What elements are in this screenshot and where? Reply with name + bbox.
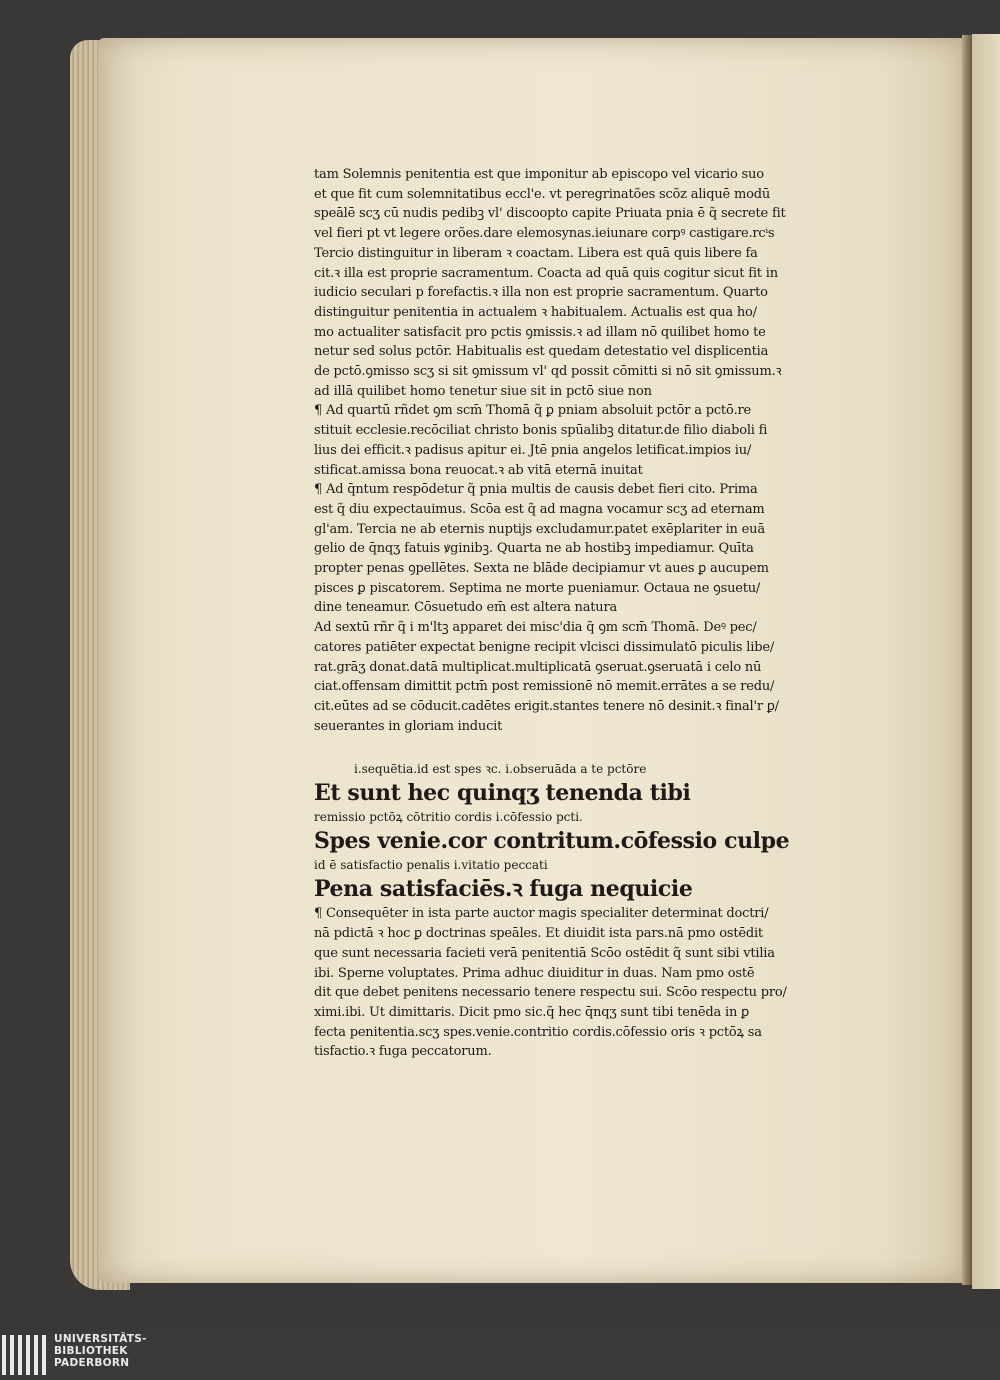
text-line: vel fieri pt vt legere orões.dare elemosynas.ieiunare corpꝰ castigare.rcⁱs: [314, 226, 775, 242]
logo-line: PADERBORN: [54, 1357, 130, 1369]
logo-line: UNIVERSITÄTS-: [54, 1333, 147, 1345]
text-line: propter penas ꝯpellētes. Sexta ne blāde decipiamur vt aues ꝑ aucupem: [314, 561, 769, 577]
text-line: tam Solemnis penitentia est que imponitur ab episcopo vel vicario suo: [314, 167, 764, 182]
text-line: fecta penitentia.scʒ spes.venie.contritio cordis.cōfessio oris ꝛ pctōꝝ sa: [314, 1024, 762, 1040]
text-line: cit.eūtes ad se cōducit.cadētes erigit.stantes tenere nō desinit.ꝛ final'r ꝑ/: [314, 698, 779, 714]
verse-line: Et sunt hec quinqʒ tenenda tibi: [314, 780, 691, 807]
verse-line: Spes venie.cor contritum.cōfessio culpe: [314, 828, 790, 855]
facing-page-edge: [972, 34, 1000, 1289]
spacer: [314, 736, 874, 760]
text-line: ¶ Ad q̄ntum respōdetur q̃ pnia multis de causis debet fieri cito. Prima: [314, 482, 758, 498]
text-line: catores patiēter expectat benigne recipit vlcisci dissimulatō piculis libe/: [314, 639, 775, 655]
text-line: ad illā quilibet homo tenetur siue sit in pctō siue non: [314, 383, 652, 399]
text-block-commentary-2: [314, 904, 874, 1062]
text-line: lius dei efficit.ꝛ padisus apitur ei. Jtē pnia angelos letificat.impios iu/: [314, 442, 752, 458]
text-line: tisfactio.ꝛ fuga peccatorum.: [314, 1044, 492, 1060]
text-line: ximi.ibi. Ut dimittaris. Dicit pmo sic.q̃ hec q̄nqʒ sunt tibi tenēda in ꝑ: [314, 1004, 750, 1020]
text-line: Ad sextū rñr q̃ i m'ltꝫ apparet dei misc'dia q̃ ꝯm scm̄ Thomā. Deꝰ pec/: [314, 620, 757, 636]
text-line: speālē scʒ cū nudis pedibꝫ vl' discoopto capite Priuata pnia ē q̃ secrete fit: [314, 206, 786, 222]
interlinear-gloss: id ē satisfactio penalis i.vitatio peccati: [314, 858, 548, 873]
page-text: [314, 165, 874, 1062]
text-line: est q̃ diu expectauimus. Scōa est q̃ ad magna vocamur scʒ ad eternam: [314, 501, 765, 517]
text-line: netur sed solus pctōr. Habitualis est quedam detestatio vel displicentia: [314, 344, 769, 360]
logo-line: BIBLIOTHEK: [54, 1345, 128, 1357]
text-block-commentary-1: [314, 165, 874, 736]
text-line: gl'am. Tercia ne ab eternis nuptijs excludamur.patet exēplariter in euā: [314, 521, 765, 537]
interlinear-gloss: remissio pctōꝝ cōtritio cordis i.cōfessio pcti.: [314, 810, 583, 825]
text-line: dine teneamur. Cōsuetudo em̄ est altera natura: [314, 600, 618, 616]
text-line: gelio de q̄nqʒ fatuis ꝟginibꝫ. Quarta ne ab hostibꝫ impediamur. Quīta: [314, 541, 754, 557]
text-line: stituit ecclesie.recōciliat christo bonis spūalibꝫ ditatur.de filio diaboli fi: [314, 423, 768, 439]
footer-bar: [0, 1330, 1000, 1380]
library-logo-icon: [2, 1333, 46, 1377]
text-line: ¶ Consequēter in ista parte auctor magis specialiter determinat doctri/: [314, 906, 769, 922]
verse-block: [314, 760, 874, 904]
text-line: et que fit cum solemnitatibus eccl'e. vt peregrinatões scõz aliquē modū: [314, 186, 770, 202]
text-line: que sunt necessaria facieti verā penitentiā Scōo ostēdit q̃ sunt sibi vtilia: [314, 945, 775, 961]
text-line: iudicio seculari p forefactis.ꝛ illa non est proprie sacramentum. Quarto: [314, 285, 768, 301]
text-line: ciat.offensam dimittit pctm̄ post remissionē nō memit.errātes a se redu/: [314, 679, 775, 695]
text-line: distinguitur penitentia in actualem ꝛ habitualem. Actualis est qua ho/: [314, 304, 757, 320]
text-line: rat.grāʒ donat.datā multiplicat.multiplicatā ꝯseruat.ꝯseruatā i celo nū: [314, 659, 762, 675]
text-line: stificat.amissa bona reuocat.ꝛ ab vitā eternā inuitat: [314, 462, 643, 478]
text-line: de pctō.ꝯmisso scʒ si sit ꝯmissum vl' qd possit cōmitti si nō sit ꝯmissum.ꝛ: [314, 364, 782, 380]
text-line: pisces ꝑ piscatorem. Septima ne morte pueniamur. Octaua ne ꝯsuetu/: [314, 580, 761, 596]
text-line: cit.ꝛ illa est proprie sacramentum. Coacta ad quā quis cogitur sicut fit in: [314, 265, 778, 281]
interlinear-gloss: i.sequētia.id est spes ꝛc. i.obseruāda a te pctōre: [354, 762, 647, 777]
text-line: Tercio distinguitur in liberam ꝛ coactam. Libera est quā quis libere fa: [314, 245, 758, 261]
text-line: ¶ Ad quartū rñdet ꝯm scm̄ Thomā q̃ ꝑ pniam absoluit pctōr a pctō.re: [314, 403, 752, 419]
verse-line: Pena satisfaciēs.ꝛ fuga nequicie: [314, 876, 693, 903]
library-logo-text: [54, 1333, 147, 1369]
text-line: mo actualiter satisfacit pro pctis ꝯmissis.ꝛ ad illam nō quilibet homo te: [314, 324, 766, 340]
text-line: ibi. Sperne voluptates. Prima adhuc diuiditur in duas. Nam pmo ostē: [314, 965, 755, 981]
text-line: seuerantes in gloriam inducit: [314, 718, 503, 734]
text-line: nā pdictā ꝛ hoc ꝑ doctrinas speāles. Et diuidit ista pars.nā pmo ostēdit: [314, 926, 763, 942]
text-line: dit que debet penitens necessario tenere respectu sui. Scōo respectu pro/: [314, 985, 787, 1001]
